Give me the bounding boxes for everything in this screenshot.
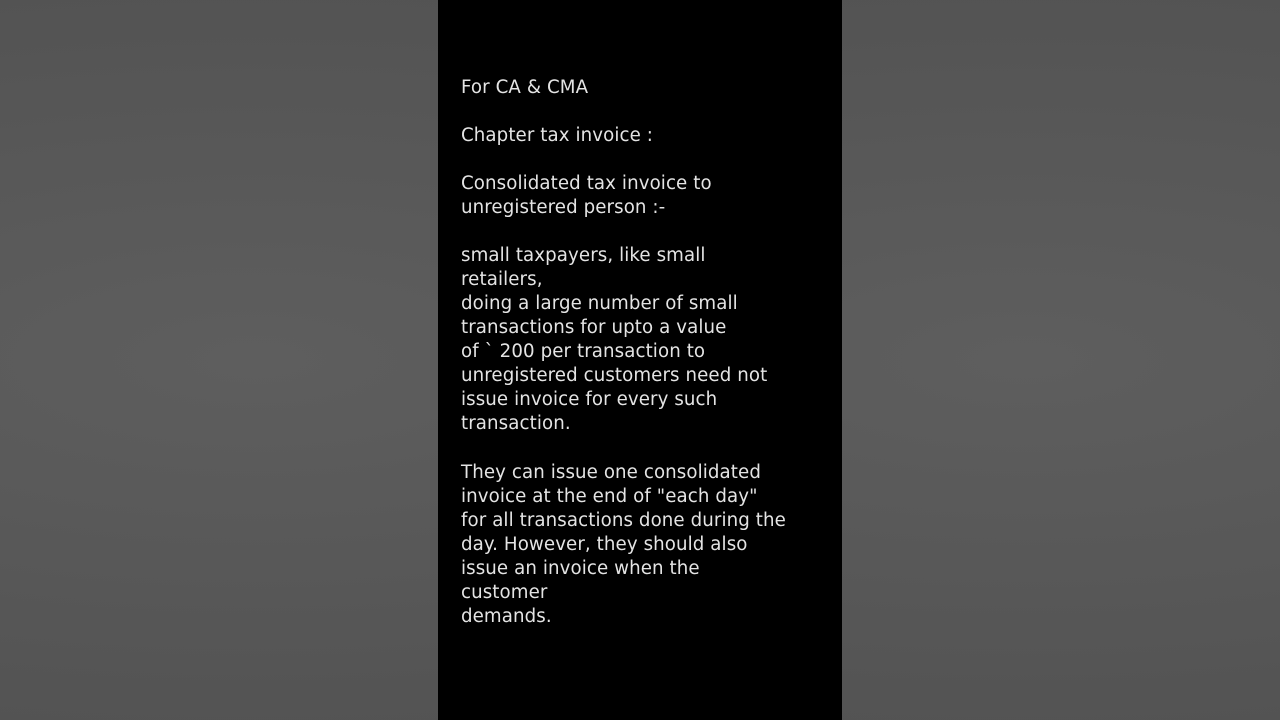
course-line: For CA & CMA <box>461 77 589 98</box>
video-frame <box>438 0 842 720</box>
topic-heading: Consolidated tax invoice to unregistered person :- <box>461 173 712 218</box>
paragraph-consolidated-invoice: They can issue one consolidated invoice at the end of "each day" for all transactions done during the day. However, they should also issue an invoice when the customer demands. <box>461 462 786 627</box>
chapter-line: Chapter tax invoice : <box>461 125 654 146</box>
paragraph-small-taxpayers: small taxpayers, like small retailers, doing a large number of small transactions for upto a value of ` 200 per transaction to unregistered customers need not issue invoice for every such transaction. <box>461 245 768 434</box>
